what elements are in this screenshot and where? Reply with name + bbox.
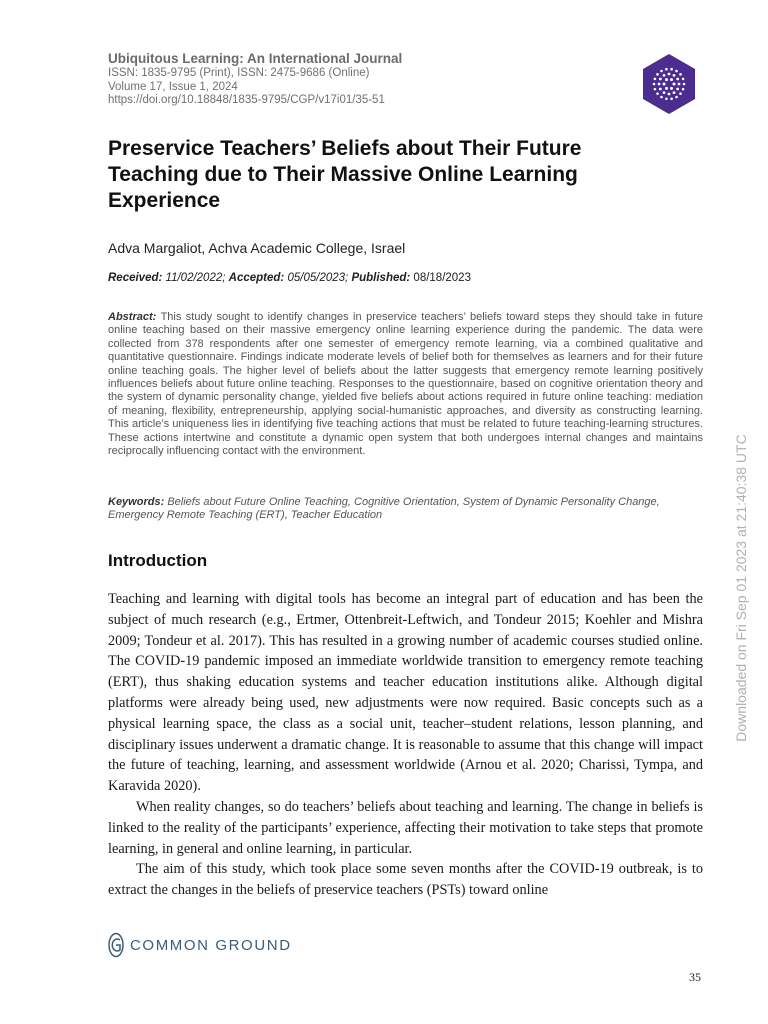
accepted-label: Accepted: (228, 272, 285, 284)
page-number: 35 (689, 970, 701, 984)
hexagon-dots-logo-icon (638, 53, 700, 115)
published-date: 08/18/2023 (413, 272, 471, 284)
abstract-label: Abstract: (108, 311, 157, 323)
journal-name: Ubiquitous Learning: An International Journal (108, 51, 403, 66)
keywords (108, 496, 703, 523)
introduction-body (108, 589, 703, 901)
received-label: Received: (108, 272, 163, 284)
published-label: Published: (351, 272, 411, 284)
journal-header (108, 50, 528, 108)
paragraph: The aim of this study, which took place some seven months after the COVID-19 outbreak, is to extract the changes in the beliefs of preservice teachers (PSTs) toward online (108, 861, 703, 899)
publisher-name: COMMON GROUND (130, 936, 292, 954)
keywords-label: Keywords: (108, 496, 165, 508)
section-heading-introduction: Introduction (108, 551, 208, 570)
doi-link[interactable]: https://doi.org/10.18848/1835-9795/CGP/v17i01/35-51 (108, 94, 385, 106)
volume-issue: Volume 17, Issue 1, 2024 (108, 80, 238, 93)
download-watermark: Downloaded on Fri Sep 01 2023 at 21:40:38 UTC (733, 434, 749, 742)
common-ground-logo-icon (108, 932, 124, 958)
abstract-text: This study sought to identify changes in preservice teachers’ beliefs toward steps they should take in future online teaching based on their massive emergency online learning experience during the pandemic. The data were collected from 378 respondents after one semester of emergency remote learning, via a combined qualitative and quantitative questionnaire. Findings indicate moderate levels of belief both for themselves as learners and for their future online teaching goals. The higher level of beliefs about the latter suggests that emergency remote learning positively influences beliefs about future online teaching. Responses to the questionnaire, based on cognitive orientation theory and the system of dynamic personality change, yielded five beliefs about actions required in future online teaching: mediation of meaning, flexibility, entrepreneurship, applying social-humanistic approaches, and diversity as constructing learning. This article’s uniqueness lies in identifying five teaching actions that must be related to future teaching-learning structures. These actions intertwine and constitute a dynamic open system that both undergoes internal changes and maintains reciprocally influencing contact with the environment. (108, 311, 703, 458)
paragraph: Teaching and learning with digital tools has become an integral part of education and has been the subject of much research (e.g., Ertmer, Ottenbreit-Leftwich, and Tondeur 2015; Koehler and Mishra 2009; Tondeur et al. 2017). This has resulted in a growing number of academic courses studied online. The COVID-19 pandemic imposed an immediate worldwide transition to emergency remote teaching (ERT), thus shaking education systems and teacher education institutions alike. Although digital platforms were already being used, new adjustments were now required. Basic concepts such as a physical learning space, the class as a social unit, teacher–student relations, lesson planning, and disciplinary issues underwent a dramatic change. It is reasonable to assume that this change will impact the future of teaching, learning, and assessment worldwide (Arnou et al. 2020; Charissi, Tympa, and Karavida 2020). (108, 591, 703, 795)
author-affiliation: Adva Margaliot, Achva Academic College, Israel (108, 240, 406, 256)
issn: ISSN: 1835-9795 (Print), ISSN: 2475-9686 (Online) (108, 67, 370, 79)
publication-dates (108, 272, 471, 284)
abstract (108, 311, 703, 458)
publisher-logo (108, 932, 292, 958)
accepted-date: 05/05/2023; (287, 272, 349, 284)
received-date: 11/02/2022; (165, 272, 226, 284)
keywords-text: Beliefs about Future Online Teaching, Cognitive Orientation, System of Dynamic Personality Change, Emergency Remote Teaching (ERT), Teacher Education (108, 496, 660, 522)
article-title: Preservice Teachers’ Beliefs about Their Future Teaching due to Their Massive Online Learning Experience (108, 137, 582, 212)
paragraph: When reality changes, so do teachers’ beliefs about teaching and learning. The change in beliefs is linked to the reality of the participants’ experience, affecting their motivation to take steps that promote learning, in general and online learning, in particular. (108, 798, 703, 857)
